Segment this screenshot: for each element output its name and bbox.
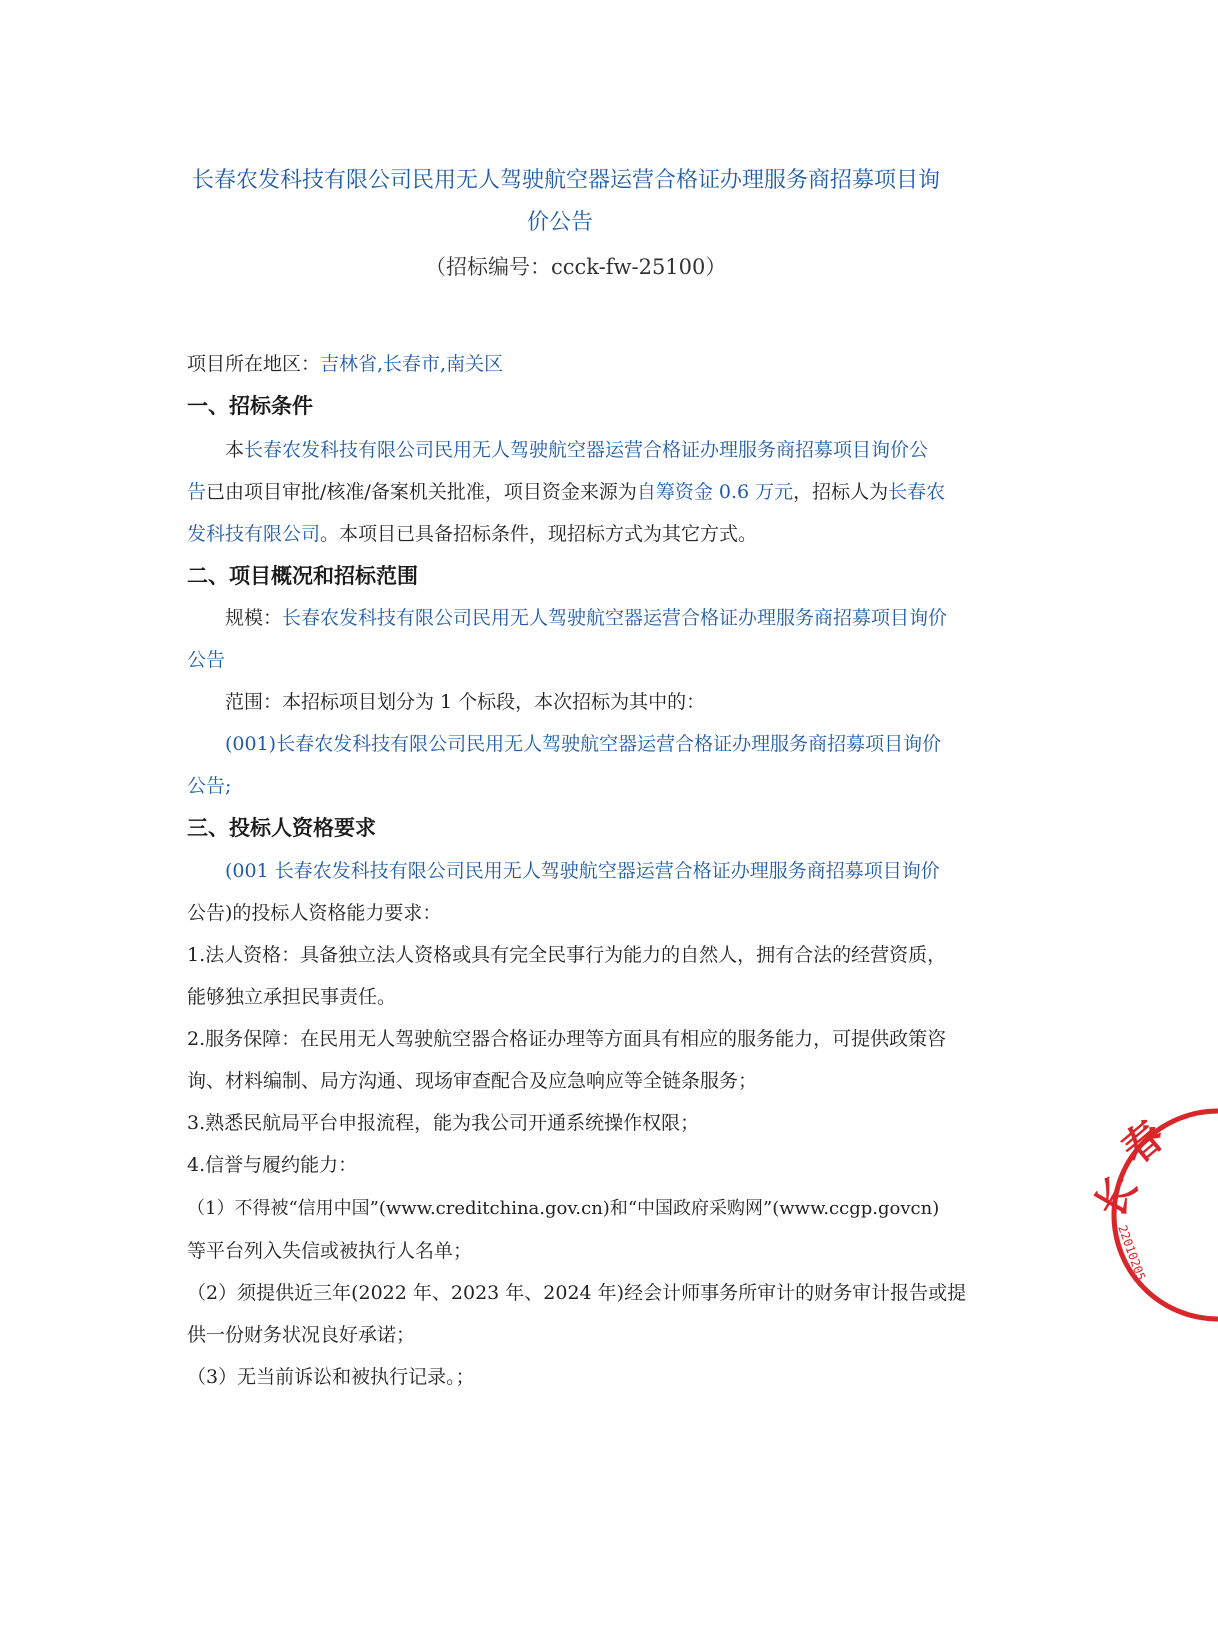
scope-text: 范围：本招标项目划分为 1 个标段，本次招标为其中的：	[225, 691, 706, 713]
qualification-intro-line1: (001 长春农发科技有限公司民用无人驾驶航空器运营合格证办理服务商招募项目询价	[225, 860, 940, 882]
scale-row	[225, 605, 947, 631]
requirement-1-line1: 1.法人资格：具备独立法人资格或具有完全民事行为能力的自然人，拥有合法的经营资质，	[187, 944, 947, 966]
lot-line2: 公告;	[187, 775, 232, 797]
location-label: 项目所在地区：	[187, 353, 321, 375]
lot-line1: (001)长春农发科技有限公司民用无人驾驶航空器运营合格证办理服务商招募项目询价	[225, 733, 942, 755]
scale-value: 长春农发科技有限公司民用无人驾驶航空器运营合格证办理服务商招募项目询价	[282, 607, 948, 629]
svg-text:春: 春	[1113, 1112, 1174, 1174]
requirement-4-sub2-line2: 供一份财务状况良好承诺；	[187, 1324, 416, 1346]
section1-heading: 一、招标条件	[187, 394, 313, 418]
qualification-intro-line2: 公告)的投标人资格能力要求：	[187, 902, 442, 924]
project-name-link: 长春农发科技有限公司民用无人驾驶航空器运营合格证办理服务商招募项目询价公	[244, 439, 929, 461]
requirement-4-sub1-line2: 等平台列入失信或被执行人名单；	[187, 1240, 473, 1262]
requirement-4-sub2-line1: （2）须提供近三年(2022 年、2023 年、2024 年)经会计师事务所审计的财务审计报告或提	[187, 1282, 967, 1304]
fund-source: 自筹资金 0.6 万元	[636, 481, 794, 503]
svg-text:长: 长	[1086, 1167, 1147, 1226]
para-text: 。本项目已具备招标条件，现招标方式为其它方式。	[320, 523, 758, 545]
company-seal	[1086, 1095, 1218, 1335]
section2-heading: 二、项目概况和招标范围	[187, 564, 418, 588]
doc-title-line2: 价公告	[527, 210, 594, 235]
para-text: 本	[225, 439, 245, 461]
location-value: 吉林省,长春市,南关区	[320, 353, 504, 375]
requirement-4-sub3: （3）无当前诉讼和被执行记录。；	[187, 1366, 475, 1388]
svg-text:22010205: 22010205	[1115, 1223, 1149, 1283]
requirement-4: 4.信誉与履约能力：	[187, 1154, 358, 1176]
location-row	[187, 351, 503, 377]
requirement-1-line2: 能够独立承担民事责任。	[187, 986, 397, 1008]
requirement-2-line1: 2.服务保障：在民用无人驾驶航空器合格证办理等方面具有相应的服务能力，可提供政策咨	[187, 1028, 947, 1050]
requirement-4-sub1-line1: （1）不得被“信用中国”(www.creditchina.gov.cn)和“中国政府采购网”(www.ccgp.govcn)	[187, 1198, 940, 1219]
doc-title-line1: 长春农发科技有限公司民用无人驾驶航空器运营合格证办理服务商招募项目询	[192, 168, 941, 193]
para-text: ，招标人为	[793, 481, 889, 503]
section1-para-line2	[187, 479, 945, 505]
section3-heading: 三、投标人资格要求	[187, 816, 376, 840]
scale-value-cont: 公告	[187, 649, 226, 671]
para-text: 已由项目审批/核准/备案机关批准，项目资金来源为	[206, 481, 637, 503]
project-name-link-cont: 告	[187, 481, 207, 503]
section1-para-line3	[187, 521, 757, 547]
section1-para-line1	[225, 437, 928, 463]
tenderer-name: 长春农	[888, 481, 946, 503]
requirement-2-line2: 询、材料编制、局方沟通、现场审查配合及应急响应等全链条服务；	[187, 1070, 758, 1092]
seal-icon	[1086, 1095, 1218, 1335]
tender-number: （招标编号：ccck-fw-25100）	[425, 255, 727, 279]
tenderer-name-cont: 发科技有限公司	[187, 523, 321, 545]
requirement-3: 3.熟悉民航局平台申报流程，能为我公司开通系统操作权限；	[187, 1112, 700, 1134]
scale-label: 规模：	[225, 607, 283, 629]
